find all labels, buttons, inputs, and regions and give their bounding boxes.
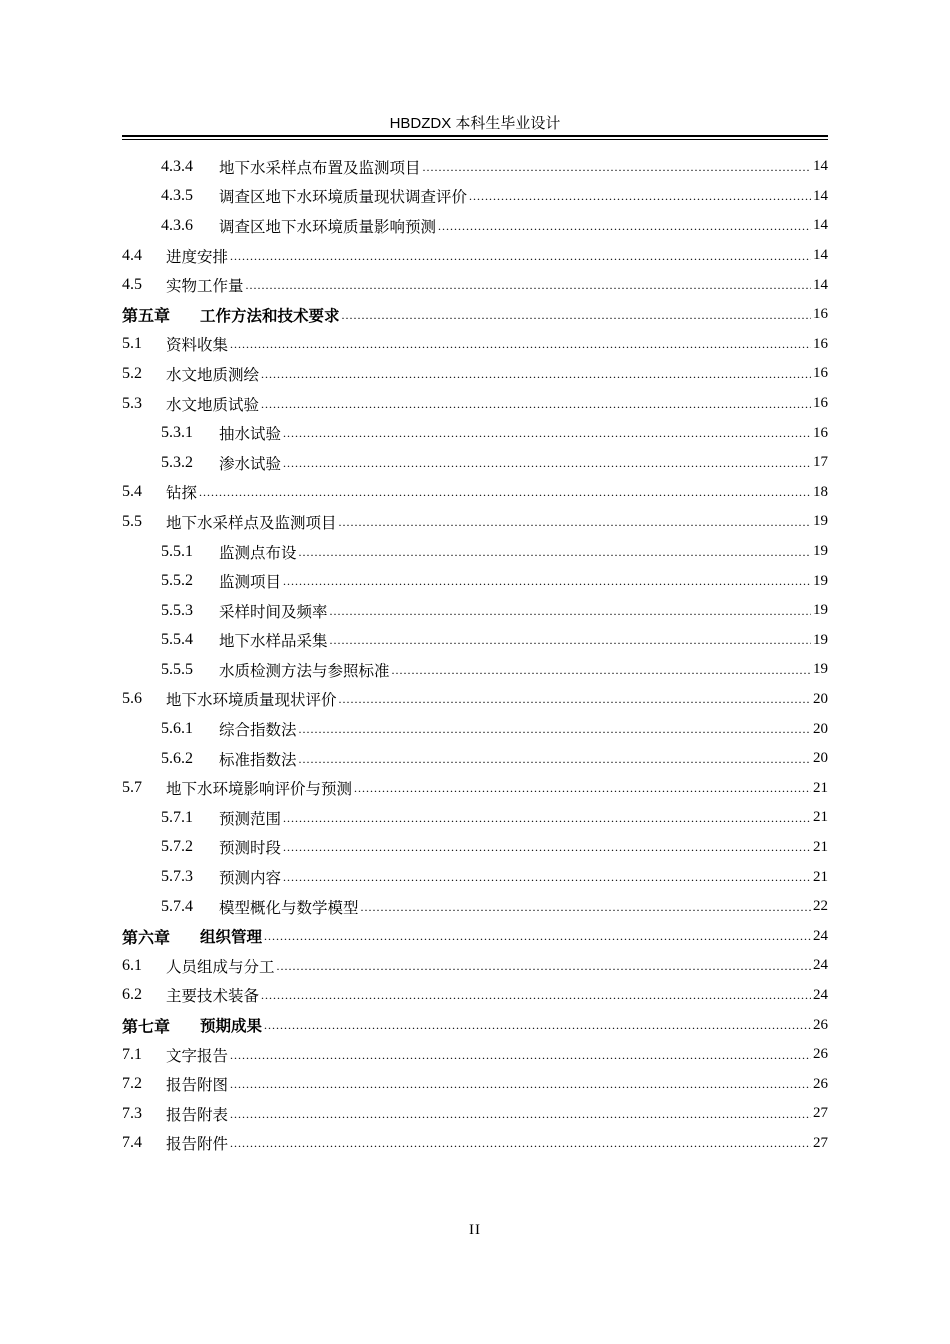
toc-entry-number: 7.2 [122,1075,142,1093]
toc-entry-page: 16 [813,306,828,323]
toc-entry-number: 5.7.2 [161,838,193,856]
toc-entry-number: 第五章 [122,308,171,326]
toc-dot-leader [277,957,811,975]
toc-entry[interactable] [122,566,828,596]
toc-dot-leader [261,395,811,413]
toc-entry[interactable] [122,714,828,744]
toc-entry-number: 7.4 [122,1134,142,1152]
toc-entry-title: 采样时间及频率 [219,602,328,621]
header-rule-thick [122,135,828,137]
toc-entry-number: 5.7 [122,779,142,797]
toc-dot-leader [246,276,811,294]
toc-entry[interactable] [122,211,828,241]
toc-entry[interactable] [122,478,828,508]
toc-entry[interactable] [122,270,828,300]
toc-entry-number: 6.1 [122,956,142,974]
toc-dot-leader [438,217,811,235]
toc-entry-number: 4.5 [122,276,142,294]
toc-entry[interactable] [122,152,828,182]
toc-entry[interactable] [122,182,828,212]
table-of-contents [122,152,828,1158]
toc-entry-number: 5.4 [122,483,142,501]
toc-entry-page: 16 [813,365,828,382]
toc-entry-title: 报告附件 [166,1135,229,1154]
toc-entry-title: 抽水试验 [219,425,282,444]
toc-entry[interactable] [122,626,828,656]
toc-dot-leader [299,543,811,561]
toc-dot-leader [261,365,811,383]
toc-entry-number: 4.4 [122,246,142,264]
toc-entry-page: 22 [813,898,828,915]
toc-entry-number: 5.5.1 [161,542,193,560]
toc-dot-leader [330,602,811,620]
toc-dot-leader [423,158,811,176]
toc-entry-title: 人员组成与分工 [166,957,275,976]
toc-entry-page: 27 [813,1105,828,1122]
toc-dot-leader [264,1016,811,1034]
toc-entry-title: 文字报告 [166,1046,229,1065]
toc-dot-leader [199,483,811,501]
toc-entry-page: 24 [813,927,828,944]
toc-entry[interactable] [122,862,828,892]
toc-entry-number: 5.5.2 [161,572,193,590]
toc-entry-number: 5.5.3 [161,601,193,619]
toc-dot-leader [330,631,811,649]
toc-entry-number: 4.3.5 [161,187,193,205]
toc-entry-page: 14 [813,276,828,293]
toc-entry[interactable] [122,744,828,774]
toc-dot-leader [230,1046,811,1064]
toc-entry-page: 21 [813,809,828,826]
toc-entry-title: 预测内容 [219,869,282,888]
toc-entry[interactable] [122,507,828,537]
toc-entry-title: 地下水样品采集 [219,632,328,651]
toc-entry[interactable] [122,330,828,360]
toc-entry-number: 第六章 [122,929,171,947]
toc-entry[interactable] [122,359,828,389]
toc-entry-title: 地下水采样点布置及监测项目 [219,158,421,177]
toc-dot-leader [283,572,811,590]
toc-entry-page: 21 [813,779,828,796]
toc-entry-number: 7.3 [122,1104,142,1122]
toc-entry-title: 水文地质试验 [166,395,260,414]
toc-entry-title: 资料收集 [166,336,229,355]
toc-dot-leader [392,661,811,679]
toc-entry-title: 渗水试验 [219,454,282,473]
toc-dot-leader [361,898,811,916]
toc-entry-page: 26 [813,1075,828,1092]
toc-entry-number: 5.3.1 [161,424,193,442]
toc-entry-page: 26 [813,1046,828,1063]
toc-entry-title: 实物工作量 [166,277,244,296]
toc-entry-title: 报告附表 [166,1105,229,1124]
toc-dot-leader [339,690,811,708]
toc-entry[interactable] [122,803,828,833]
toc-entry[interactable] [122,389,828,419]
toc-entry-number: 5.3 [122,394,142,412]
toc-entry-page: 14 [813,247,828,264]
toc-entry-title: 调查区地下水环境质量影响预测 [219,217,437,236]
toc-chapter-entry[interactable] [122,921,828,951]
toc-chapter-entry[interactable] [122,300,828,330]
toc-entry-title: 水文地质测绘 [166,365,260,384]
toc-entry-number: 5.6.1 [161,720,193,738]
toc-dot-leader [230,335,811,353]
toc-entry-page: 19 [813,543,828,560]
toc-entry-page: 20 [813,750,828,767]
toc-dot-leader [283,424,811,442]
toc-entry-number: 4.3.6 [161,216,193,234]
toc-entry[interactable] [122,596,828,626]
header-rule-thin [122,139,828,140]
toc-entry-title: 模型概化与数学模型 [219,898,359,917]
toc-dot-leader [261,986,811,1004]
toc-entry-number: 5.1 [122,335,142,353]
toc-entry[interactable] [122,951,828,981]
toc-entry-number: 5.6 [122,690,142,708]
toc-entry-number: 4.3.4 [161,157,193,175]
toc-entry-number: 5.6.2 [161,749,193,767]
toc-entry[interactable] [122,655,828,685]
toc-dot-leader [283,838,811,856]
toc-entry-page: 18 [813,483,828,500]
toc-entry-number: 5.7.1 [161,808,193,826]
toc-entry-title: 报告附图 [166,1076,229,1095]
toc-entry-number: 5.7.4 [161,897,193,915]
toc-dot-leader [230,247,811,265]
toc-dot-leader [283,809,811,827]
toc-dot-leader [299,720,811,738]
toc-entry-number: 5.5.5 [161,660,193,678]
toc-chapter-entry[interactable] [122,1010,828,1040]
toc-entry-page: 14 [813,217,828,234]
toc-entry-title: 钻探 [166,484,198,503]
toc-entry-title: 监测点布设 [219,543,297,562]
toc-entry-number: 5.7.3 [161,868,193,886]
toc-entry-page: 24 [813,957,828,974]
toc-entry-page: 27 [813,1134,828,1151]
toc-entry-title: 标准指数法 [219,750,297,769]
toc-entry-title: 地下水采样点及监测项目 [166,513,337,532]
toc-entry-title: 主要技术装备 [166,987,260,1006]
toc-entry-page: 20 [813,720,828,737]
toc-entry-page: 19 [813,661,828,678]
toc-entry-page: 20 [813,690,828,707]
toc-dot-leader [469,187,811,205]
toc-entry-title: 综合指数法 [219,721,297,740]
page-number: II [469,1222,481,1238]
toc-entry-page: 19 [813,572,828,589]
toc-entry-title: 地下水环境影响评价与预测 [166,780,353,799]
toc-entry-number: 5.5 [122,512,142,530]
toc-dot-leader [342,306,811,324]
toc-entry-number: 7.1 [122,1045,142,1063]
toc-entry-page: 14 [813,187,828,204]
toc-dot-leader [230,1105,811,1123]
toc-entry[interactable] [122,833,828,863]
toc-entry-title: 调查区地下水环境质量现状调查评价 [219,188,468,207]
toc-entry[interactable] [122,892,828,922]
toc-entry-page: 26 [813,1016,828,1033]
toc-entry[interactable] [122,685,828,715]
toc-dot-leader [339,513,811,531]
toc-entry-title: 地下水环境质量现状评价 [166,691,337,710]
toc-entry-title: 水质检测方法与参照标准 [219,661,390,680]
toc-entry[interactable] [122,1129,828,1159]
toc-entry-page: 16 [813,395,828,412]
page-header: HBDZDX 本科生毕业设计 [389,115,561,132]
toc-entry-page: 17 [813,454,828,471]
toc-dot-leader [283,868,811,886]
toc-entry-page: 19 [813,631,828,648]
toc-entry-number: 6.2 [122,986,142,1004]
toc-entry-page: 19 [813,602,828,619]
toc-entry[interactable] [122,1099,828,1129]
toc-entry[interactable] [122,773,828,803]
toc-entry-title: 工作方法和技术要求 [200,306,340,325]
toc-entry[interactable] [122,1069,828,1099]
toc-entry-title: 预测范围 [219,809,282,828]
toc-entry-title: 进度安排 [166,247,229,266]
toc-entry-number: 第七章 [122,1018,171,1036]
toc-entry-number: 5.3.2 [161,453,193,471]
toc-entry[interactable] [122,981,828,1011]
toc-entry[interactable] [122,1040,828,1070]
toc-entry[interactable] [122,537,828,567]
toc-entry-title: 预期成果 [200,1017,263,1036]
toc-entry-title: 预测时段 [219,839,282,858]
toc-dot-leader [354,779,811,797]
toc-entry[interactable] [122,448,828,478]
toc-dot-leader [230,1134,811,1152]
toc-entry-title: 监测项目 [219,573,282,592]
toc-entry-page: 16 [813,424,828,441]
toc-entry[interactable] [122,418,828,448]
toc-dot-leader [283,454,811,472]
toc-entry-title: 组织管理 [200,928,263,947]
toc-entry-page: 14 [813,158,828,175]
toc-dot-leader [299,750,811,768]
toc-entry-page: 21 [813,838,828,855]
toc-entry-number: 5.5.4 [161,631,193,649]
toc-entry-page: 19 [813,513,828,530]
toc-dot-leader [264,927,811,945]
toc-entry-page: 16 [813,335,828,352]
toc-entry[interactable] [122,241,828,271]
toc-entry-number: 5.2 [122,364,142,382]
toc-entry-page: 21 [813,868,828,885]
toc-entry-page: 24 [813,986,828,1003]
toc-dot-leader [230,1075,811,1093]
